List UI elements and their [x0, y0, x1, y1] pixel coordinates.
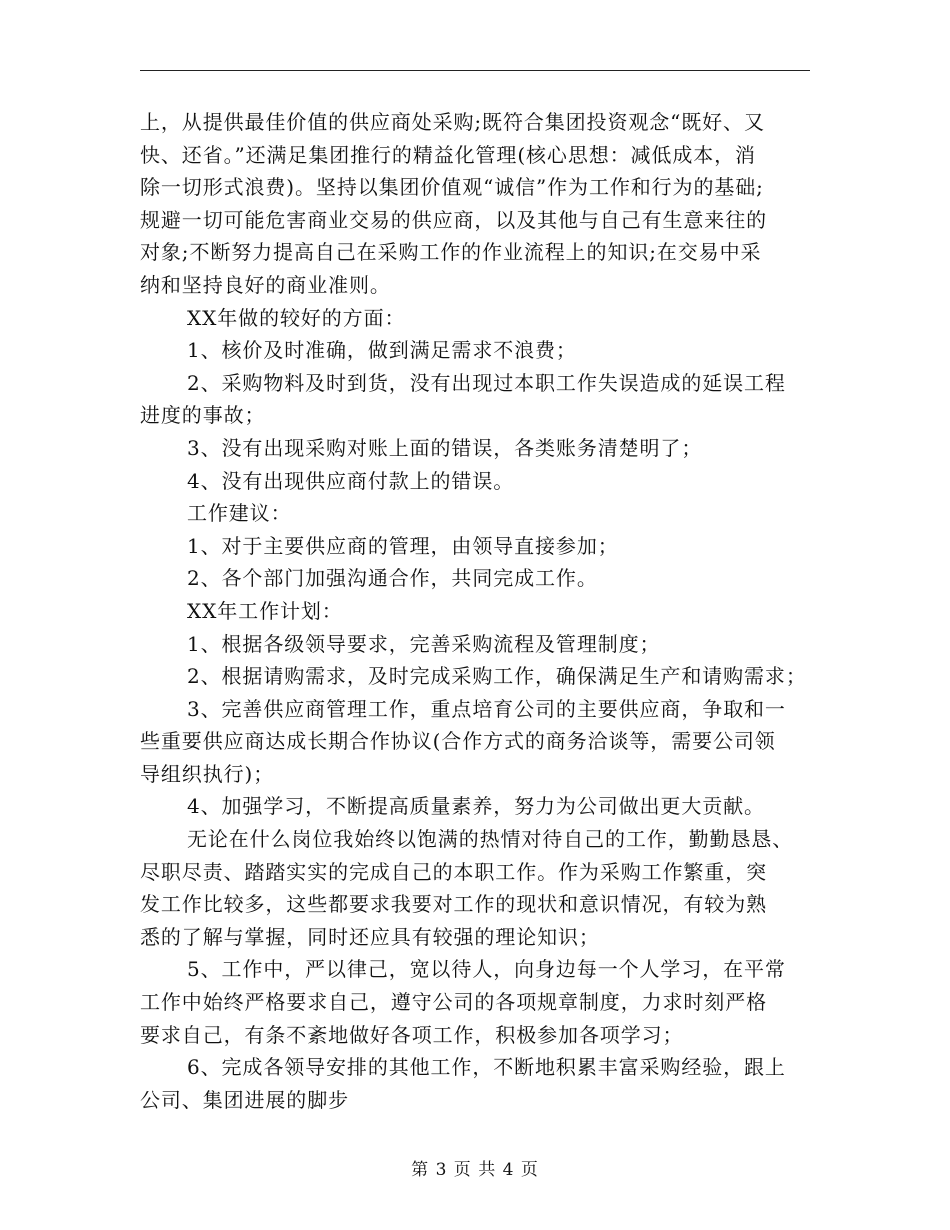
text-line: 发工作比较多，这些都要求我要对工作的现状和意识情况，有较为熟 — [140, 892, 767, 917]
text-line: 4、加强学习，不断提高质量素养，努力为公司做出更大贡献。 — [187, 794, 765, 819]
text-line: XX年做的较好的方面： — [187, 305, 406, 330]
header-rule — [140, 70, 810, 71]
text-line: 除一切形式浪费)。坚持以集团价值观“诚信”作为工作和行为的基础; — [140, 175, 764, 200]
text-line: 尽职尽责、踏踏实实的完成自己的本职工作。作为采购工作繁重，突 — [140, 859, 767, 884]
text-line: 2、根据请购需求，及时完成采购工作，确保满足生产和请购需求； — [187, 664, 807, 689]
text-line: 快、还省。”还满足集团推行的精益化管理(核心思想：减低成本，消 — [140, 142, 756, 167]
text-line: 5、工作中，严以律己，宽以待人，向身边每一个人学习，在平常 — [187, 957, 786, 982]
text-line: 3、没有出现采购对账上面的错误，各类账务清楚明了； — [187, 435, 703, 460]
text-line: 导组织执行)； — [140, 761, 275, 786]
text-line: 对象;不断努力提高自己在采购工作的作业流程上的知识;在交易中采 — [140, 240, 762, 265]
text-line: 1、对于主要供应商的管理，由领导直接参加； — [187, 533, 619, 558]
text-line: 悉的了解与掌握，同时还应具有较强的理论知识； — [140, 924, 600, 949]
text-line: 3、完善供应商管理工作，重点培育公司的主要供应商，争取和一 — [187, 696, 786, 721]
text-line: 上，从提供最佳价值的供应商处采购;既符合集团投资观念“既好、又 — [140, 110, 765, 134]
document-body — [140, 106, 820, 1116]
text-line: 工作中始终严格要求自己，遵守公司的各项规章制度，力求时刻严格 — [140, 990, 767, 1015]
text-line: 工作建议： — [187, 501, 292, 526]
text-line: 1、根据各级领导要求，完善采购流程及管理制度； — [187, 631, 661, 656]
text-line: 进度的事故； — [140, 403, 266, 428]
text-line: 要求自己，有条不紊地做好各项工作，积极参加各项学习； — [140, 1022, 684, 1047]
text-line: 公司、集团进展的脚步 — [140, 1087, 349, 1112]
text-line: 4、没有出现供应商付款上的错误。 — [187, 468, 515, 493]
text-line: 些重要供应商达成长期合作协议(合作方式的商务洽谈等，需要公司领 — [140, 729, 776, 754]
page-number: 第 3 页 共 4 页 — [411, 1160, 539, 1180]
text-line: XX年工作计划： — [187, 598, 343, 623]
text-line: 6、完成各领导安排的其他工作，不断地积累丰富采购经验，跟上 — [187, 1055, 786, 1080]
text-line: 无论在什么岗位我始终以饱满的热情对待自己的工作，勤勤恳恳、 — [187, 827, 794, 852]
text-line: 规避一切可能危害商业交易的供应商，以及其他与自己有生意来往的 — [140, 207, 767, 232]
text-line: 纳和坚持良好的商业准则。 — [140, 272, 391, 297]
text-line: 2、采购物料及时到货，没有出现过本职工作失误造成的延误工程 — [187, 370, 786, 395]
text-line: 2、各个部门加强沟通合作，共同完成工作。 — [187, 566, 598, 591]
text-line: 1、核价及时准确，做到满足需求不浪费； — [187, 338, 577, 363]
